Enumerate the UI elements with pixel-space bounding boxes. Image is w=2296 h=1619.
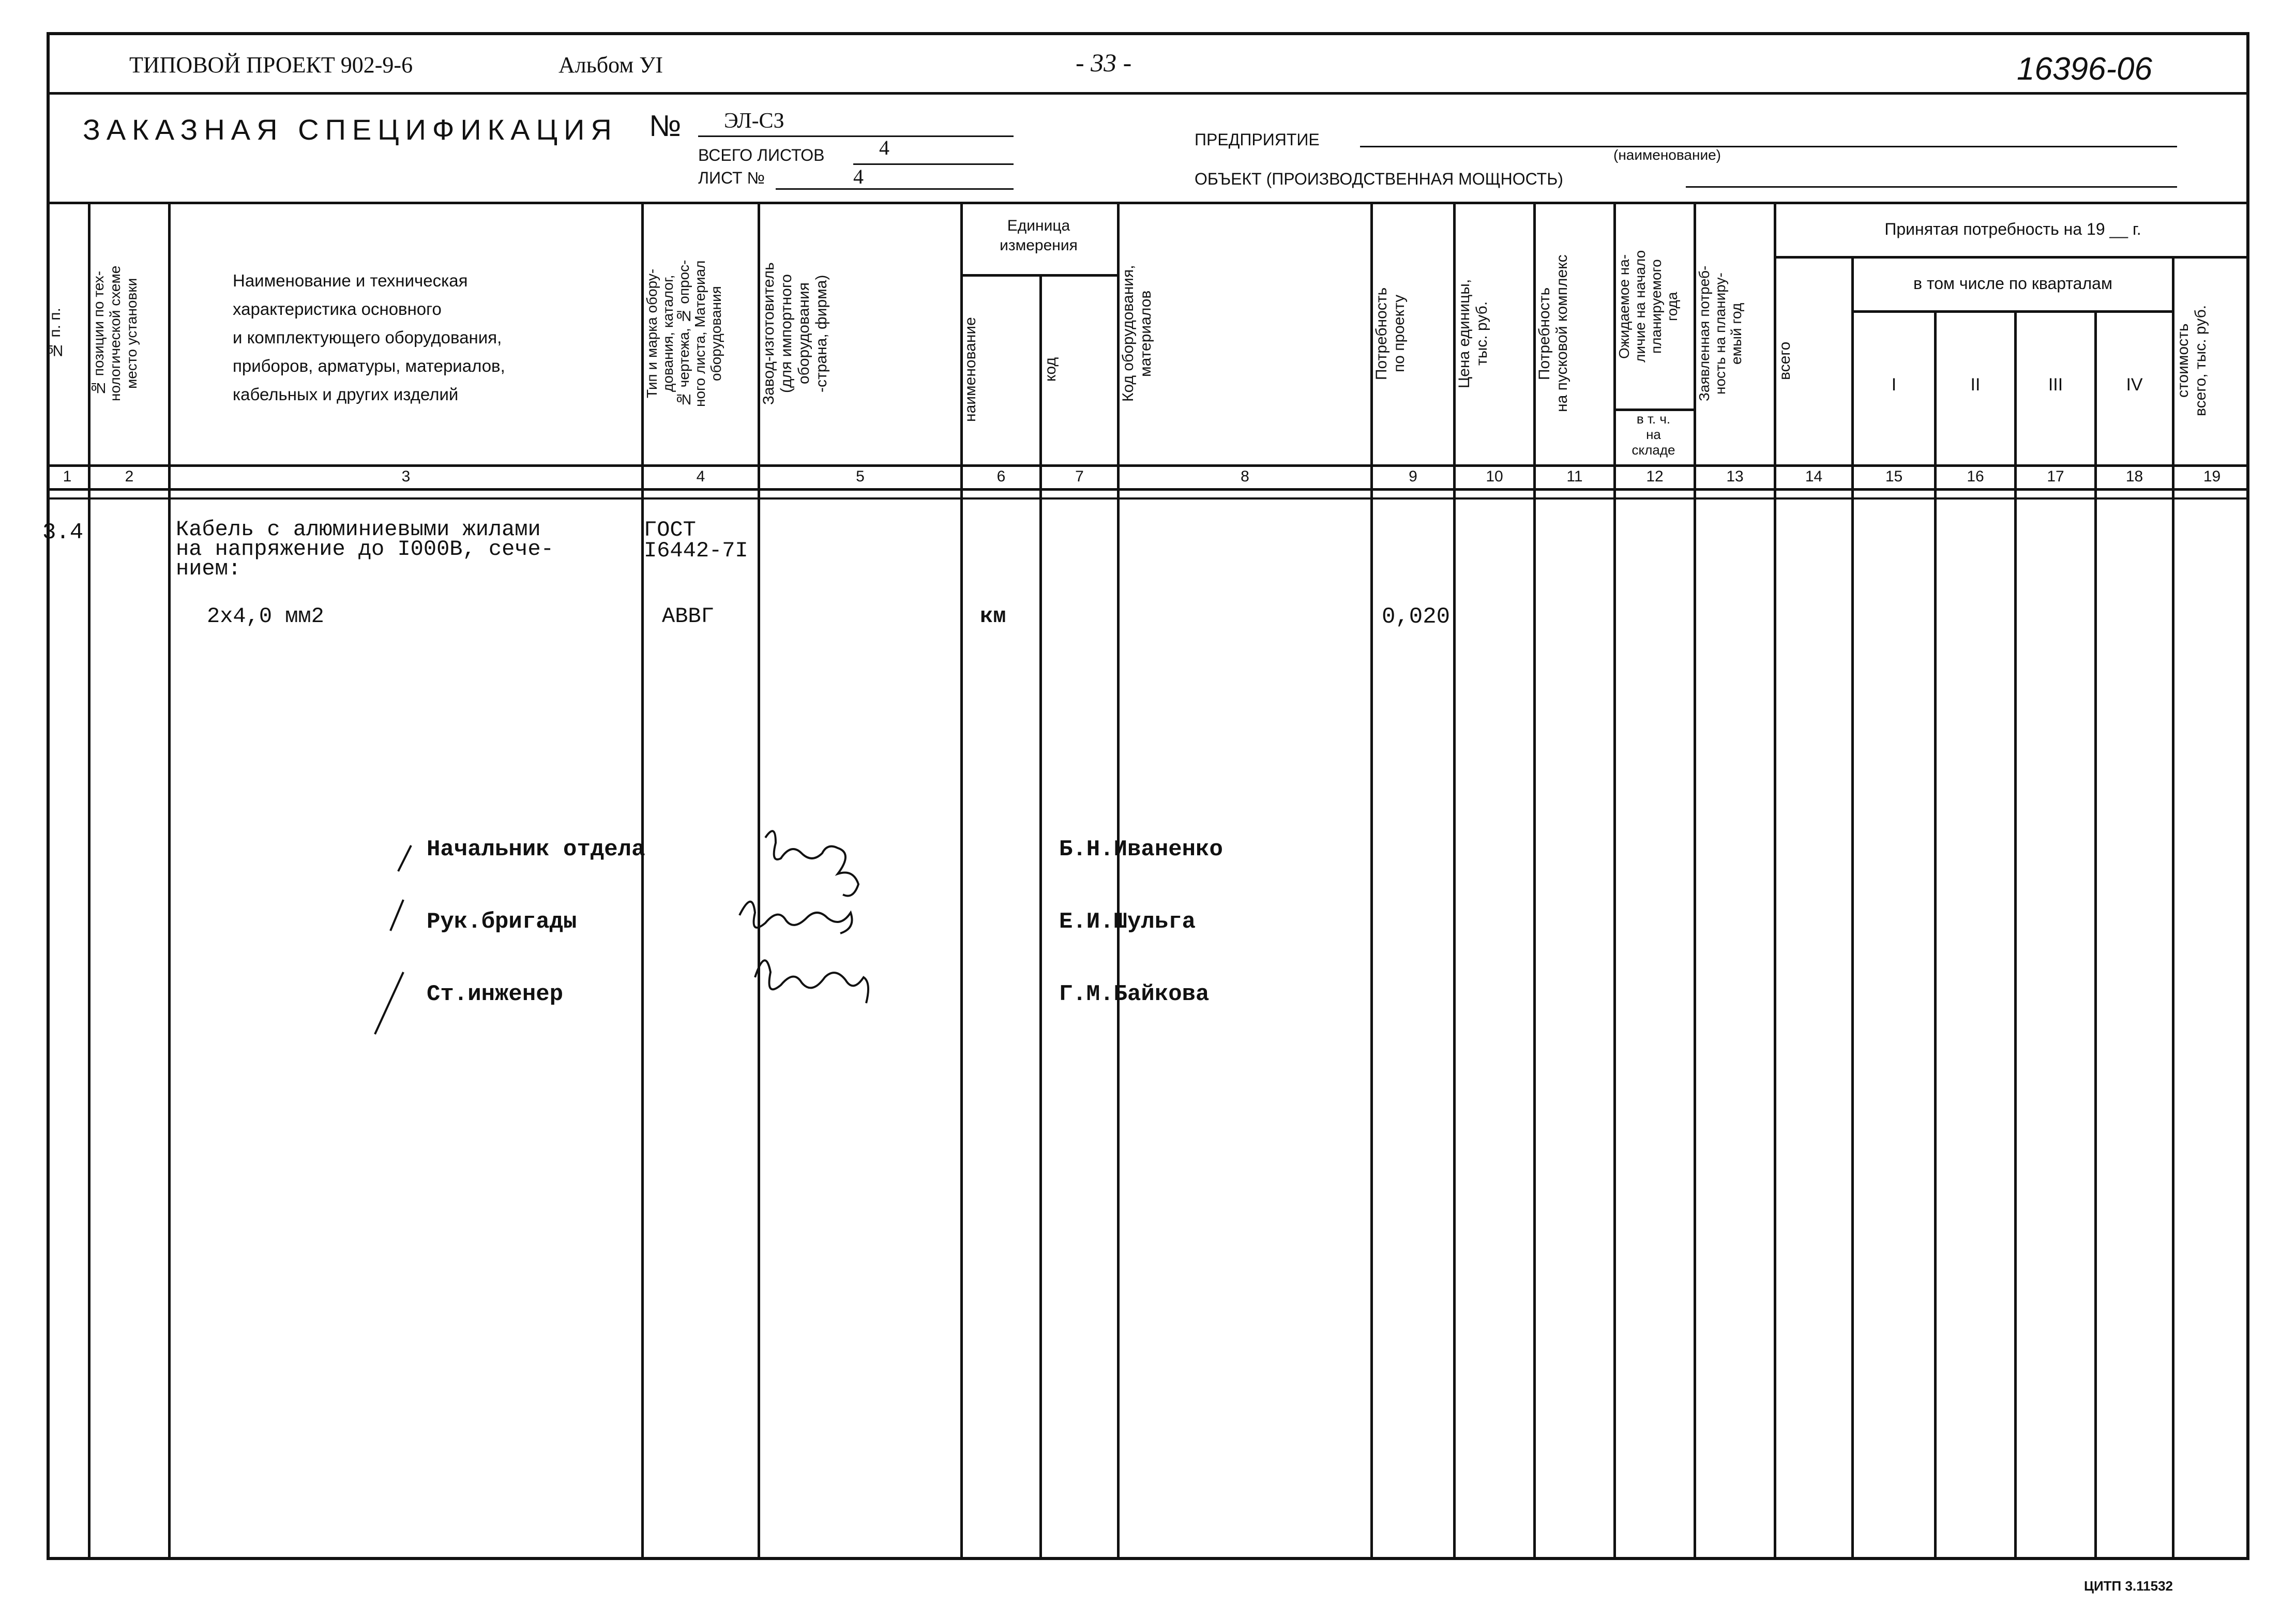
- standard-line: I6442-7I: [644, 538, 748, 563]
- enterprise-line: [1360, 146, 2177, 147]
- column-number: 9: [1409, 468, 1417, 485]
- column-number: 17: [2047, 468, 2064, 485]
- signature-2-icon: [739, 902, 852, 933]
- total-sheets-underline: [853, 163, 1014, 165]
- body-top-line: [47, 497, 2249, 500]
- column-number: 13: [1726, 468, 1744, 485]
- page-number: - 33 -: [1076, 48, 1132, 77]
- column-number: 14: [1805, 468, 1823, 485]
- enterprise-label: ПРЕДПРИЯТИЕ: [1195, 130, 1320, 149]
- col-header-8: Код оборудования, материалов: [1120, 265, 1154, 402]
- col-header-9: Потребность по проекту: [1373, 287, 1408, 380]
- signature-role: Начальник отдела: [427, 837, 645, 863]
- slash-mark: [398, 845, 411, 871]
- signature-1-icon: [765, 831, 858, 896]
- spec-number: ЭЛ-СЗ: [724, 109, 784, 133]
- description-line: нием:: [176, 556, 241, 581]
- quarter-3: III: [2048, 375, 2063, 395]
- col-header-7: код: [1042, 357, 1059, 382]
- column-number: 5: [856, 468, 865, 485]
- object-line: [1686, 186, 2177, 188]
- item-size: 2х4,0 мм2: [207, 604, 324, 629]
- col-header-6: наименование: [962, 317, 979, 422]
- quarter-4: IV: [2126, 375, 2143, 395]
- item-unit: км: [980, 604, 1006, 629]
- item-description: [176, 517, 554, 581]
- quarter-1: I: [1891, 375, 1897, 395]
- spec-number-underline: [698, 135, 1014, 137]
- col-header-11: Потребность на пусковой комплекс: [1536, 254, 1570, 413]
- header-divider: [47, 92, 2249, 95]
- slash-mark: [375, 972, 403, 1034]
- quarters-divider: [1851, 310, 2172, 313]
- column-number: 15: [1885, 468, 1903, 485]
- row-number: 3.4: [42, 520, 84, 546]
- sheet-underline: [776, 188, 1014, 190]
- slash-mark: [390, 900, 403, 931]
- quarter-2: II: [1970, 375, 1981, 395]
- column-number: 4: [696, 468, 705, 485]
- col-header-10: Цена единицы, тыс. руб.: [1456, 279, 1490, 388]
- column-number: 8: [1241, 468, 1249, 485]
- col-line: [168, 202, 171, 1560]
- item-brand: АВВГ: [662, 604, 714, 629]
- column-number: 7: [1075, 468, 1084, 485]
- col-header-1: № п. п.: [47, 308, 64, 359]
- column-number: 18: [2125, 468, 2143, 485]
- accepted-header: Принятая потребность на 19 __ г.: [1884, 220, 2141, 238]
- column-number: 1: [63, 468, 72, 485]
- column-number: 3: [401, 468, 411, 485]
- sheet-number: 4: [853, 165, 864, 188]
- col-header-2: № позиции по тех- нологической схеме место установки: [90, 265, 140, 402]
- project-title: ТИПОВОЙ ПРОЕКТ 902-9-6: [129, 52, 413, 78]
- col-header-5: Завод-изготовитель (для импортного оборудования -страна, фирма): [760, 262, 830, 405]
- column-number: 2: [125, 468, 134, 485]
- col-header-13: Заявленная потреб- ность на планиру- емый год: [1696, 265, 1744, 402]
- unit-divider: [960, 274, 1117, 277]
- col-header-4: Тип и марка обору- дования, каталог, № чертежа, № опрос- ного листа, Материал оборудования: [644, 260, 724, 407]
- signature-name: Б.Н.Иваненко: [1059, 837, 1223, 863]
- document-code: 16396-06: [2017, 51, 2153, 87]
- name-hint: (наименование): [1613, 147, 1721, 163]
- total-sheets: 4: [879, 136, 889, 159]
- spec-title: ЗАКАЗНАЯ СПЕЦИФИКАЦИЯ: [83, 113, 618, 146]
- spec-number-label: №: [649, 109, 682, 143]
- signature-name: Е.И.Шульга: [1059, 909, 1196, 935]
- footer-code: ЦИТП 3.11532: [2084, 1578, 2173, 1594]
- column-number: 11: [1566, 468, 1583, 485]
- sheet-label: ЛИСТ №: [698, 169, 765, 187]
- col-header-12b: в т. ч. на складе: [1632, 411, 1675, 458]
- description-line: на напряжение до I000В, сече-: [176, 537, 554, 562]
- column-number: 6: [996, 468, 1006, 485]
- signature-name: Г.М.Байкова: [1059, 981, 1210, 1007]
- col-header-19: стоимость всего, тыс. руб.: [2174, 305, 2209, 417]
- column-number: 16: [1967, 468, 1984, 485]
- object-label: ОБЪЕКТ (ПРОИЗВОДСТВЕННАЯ МОЩНОСТЬ): [1195, 170, 1563, 188]
- column-number: 12: [1646, 468, 1664, 485]
- signature-3-icon: [755, 960, 868, 1003]
- standard-line: ГОСТ: [644, 518, 696, 542]
- quarters-header: в том числе по кварталам: [1913, 274, 2112, 293]
- col-header-12: Ожидаемое на- личие на начало планируемого года: [1616, 250, 1680, 363]
- total-sheets-label: ВСЕГО ЛИСТОВ: [698, 146, 825, 164]
- item-quantity: 0,020: [1382, 604, 1451, 630]
- signature-role: Ст.инженер: [427, 981, 564, 1007]
- col-header-14: всего: [1776, 341, 1793, 380]
- signature-role: Рук.бригады: [427, 909, 577, 935]
- colnum-bottom-line: [47, 488, 2249, 491]
- description-line: Кабель с алюминиевыми жилами: [176, 517, 541, 542]
- accepted-divider: [1774, 256, 2249, 259]
- item-standard: [644, 520, 748, 561]
- column-number: 19: [2203, 468, 2221, 485]
- column-number: 10: [1486, 468, 1503, 485]
- album-label: Альбом УI: [558, 52, 663, 78]
- col-line: [1851, 256, 1854, 1560]
- title-divider: [47, 202, 2249, 204]
- col-header-3: Наименование и техническая характеристика основного и комплектующего оборудования, приборов, арматуры, материалов, кабельных и других изделий: [233, 271, 505, 404]
- unit-group-header: Единица измерения: [1000, 217, 1078, 254]
